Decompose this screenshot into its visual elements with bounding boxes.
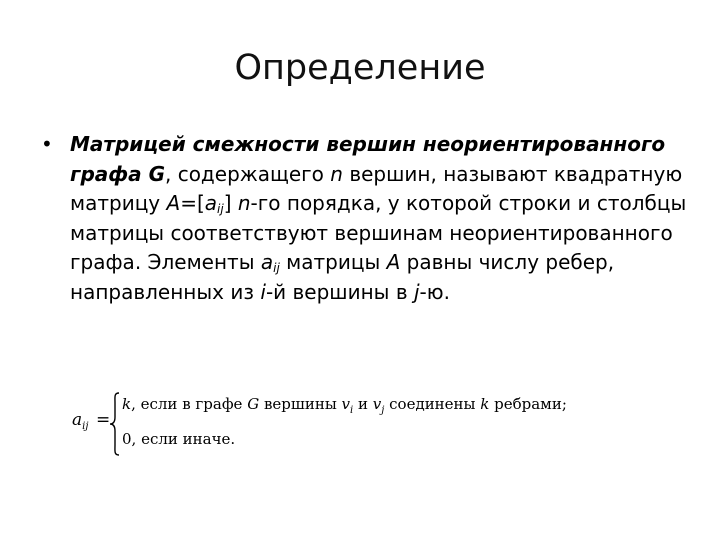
text-part-6: -й вершины в [265, 279, 414, 304]
case1-text-b: вершины [259, 395, 342, 413]
case1-vj: v [372, 395, 382, 413]
formula-lhs-var: a [72, 410, 83, 430]
case1-and: и [353, 395, 373, 413]
var-A: A [166, 191, 181, 215]
curly-brace-icon [109, 391, 121, 457]
text-part-3: -го порядка, у которой строки и столбцы матрицы соответствуют вершинам неориентированного графа. Элементы [70, 191, 687, 274]
var-n-2: n [237, 191, 251, 215]
case1-k: k [122, 395, 132, 413]
formula-lhs [72, 410, 88, 430]
text-part-1: , содержащего [164, 161, 331, 186]
formula-case-2 [122, 430, 235, 448]
case1-sub-i: i [350, 405, 354, 416]
case1-sub-j: j [381, 405, 385, 416]
var-a: a [204, 191, 218, 215]
formula-lhs-sub: ij [82, 421, 89, 432]
var-A-2: A [386, 250, 401, 274]
case1-vi: v [341, 395, 351, 413]
sub-ij: ij [217, 202, 224, 216]
bullet-marker: • [41, 132, 53, 156]
formula-case-1 [122, 395, 567, 416]
case2-text: , если иначе. [131, 430, 236, 448]
var-j: j [413, 279, 420, 304]
case1-text-d: ребрами; [489, 395, 567, 413]
var-n: n [330, 161, 343, 186]
definition-paragraph [41, 130, 690, 307]
sub-ij-2: ij [273, 261, 280, 275]
var-a-2: a [260, 250, 274, 274]
text-part-2: вершин, называют квадратную матрицу [70, 161, 683, 215]
formula-equals: = [96, 410, 111, 430]
slide-title: Определение [234, 48, 486, 88]
eq-bracket-open: =[ [180, 191, 205, 215]
definition-term: Матрицей смежности вершин неориентированного графа G [70, 132, 666, 186]
text-part-4: матрицы [279, 250, 387, 274]
case1-text-a: , если в графе [131, 395, 248, 413]
case1-k2: k [480, 395, 490, 413]
bracket-close: ] [223, 191, 238, 215]
text-part-7: -ю. [419, 279, 450, 304]
var-i: i [260, 279, 266, 304]
case1-G: G [247, 395, 260, 413]
adjacency-formula [72, 391, 692, 457]
case1-text-c: соединены [384, 395, 481, 413]
case2-zero: 0 [122, 430, 132, 448]
text-part-5: равны числу ребер, направленных из [70, 250, 615, 304]
